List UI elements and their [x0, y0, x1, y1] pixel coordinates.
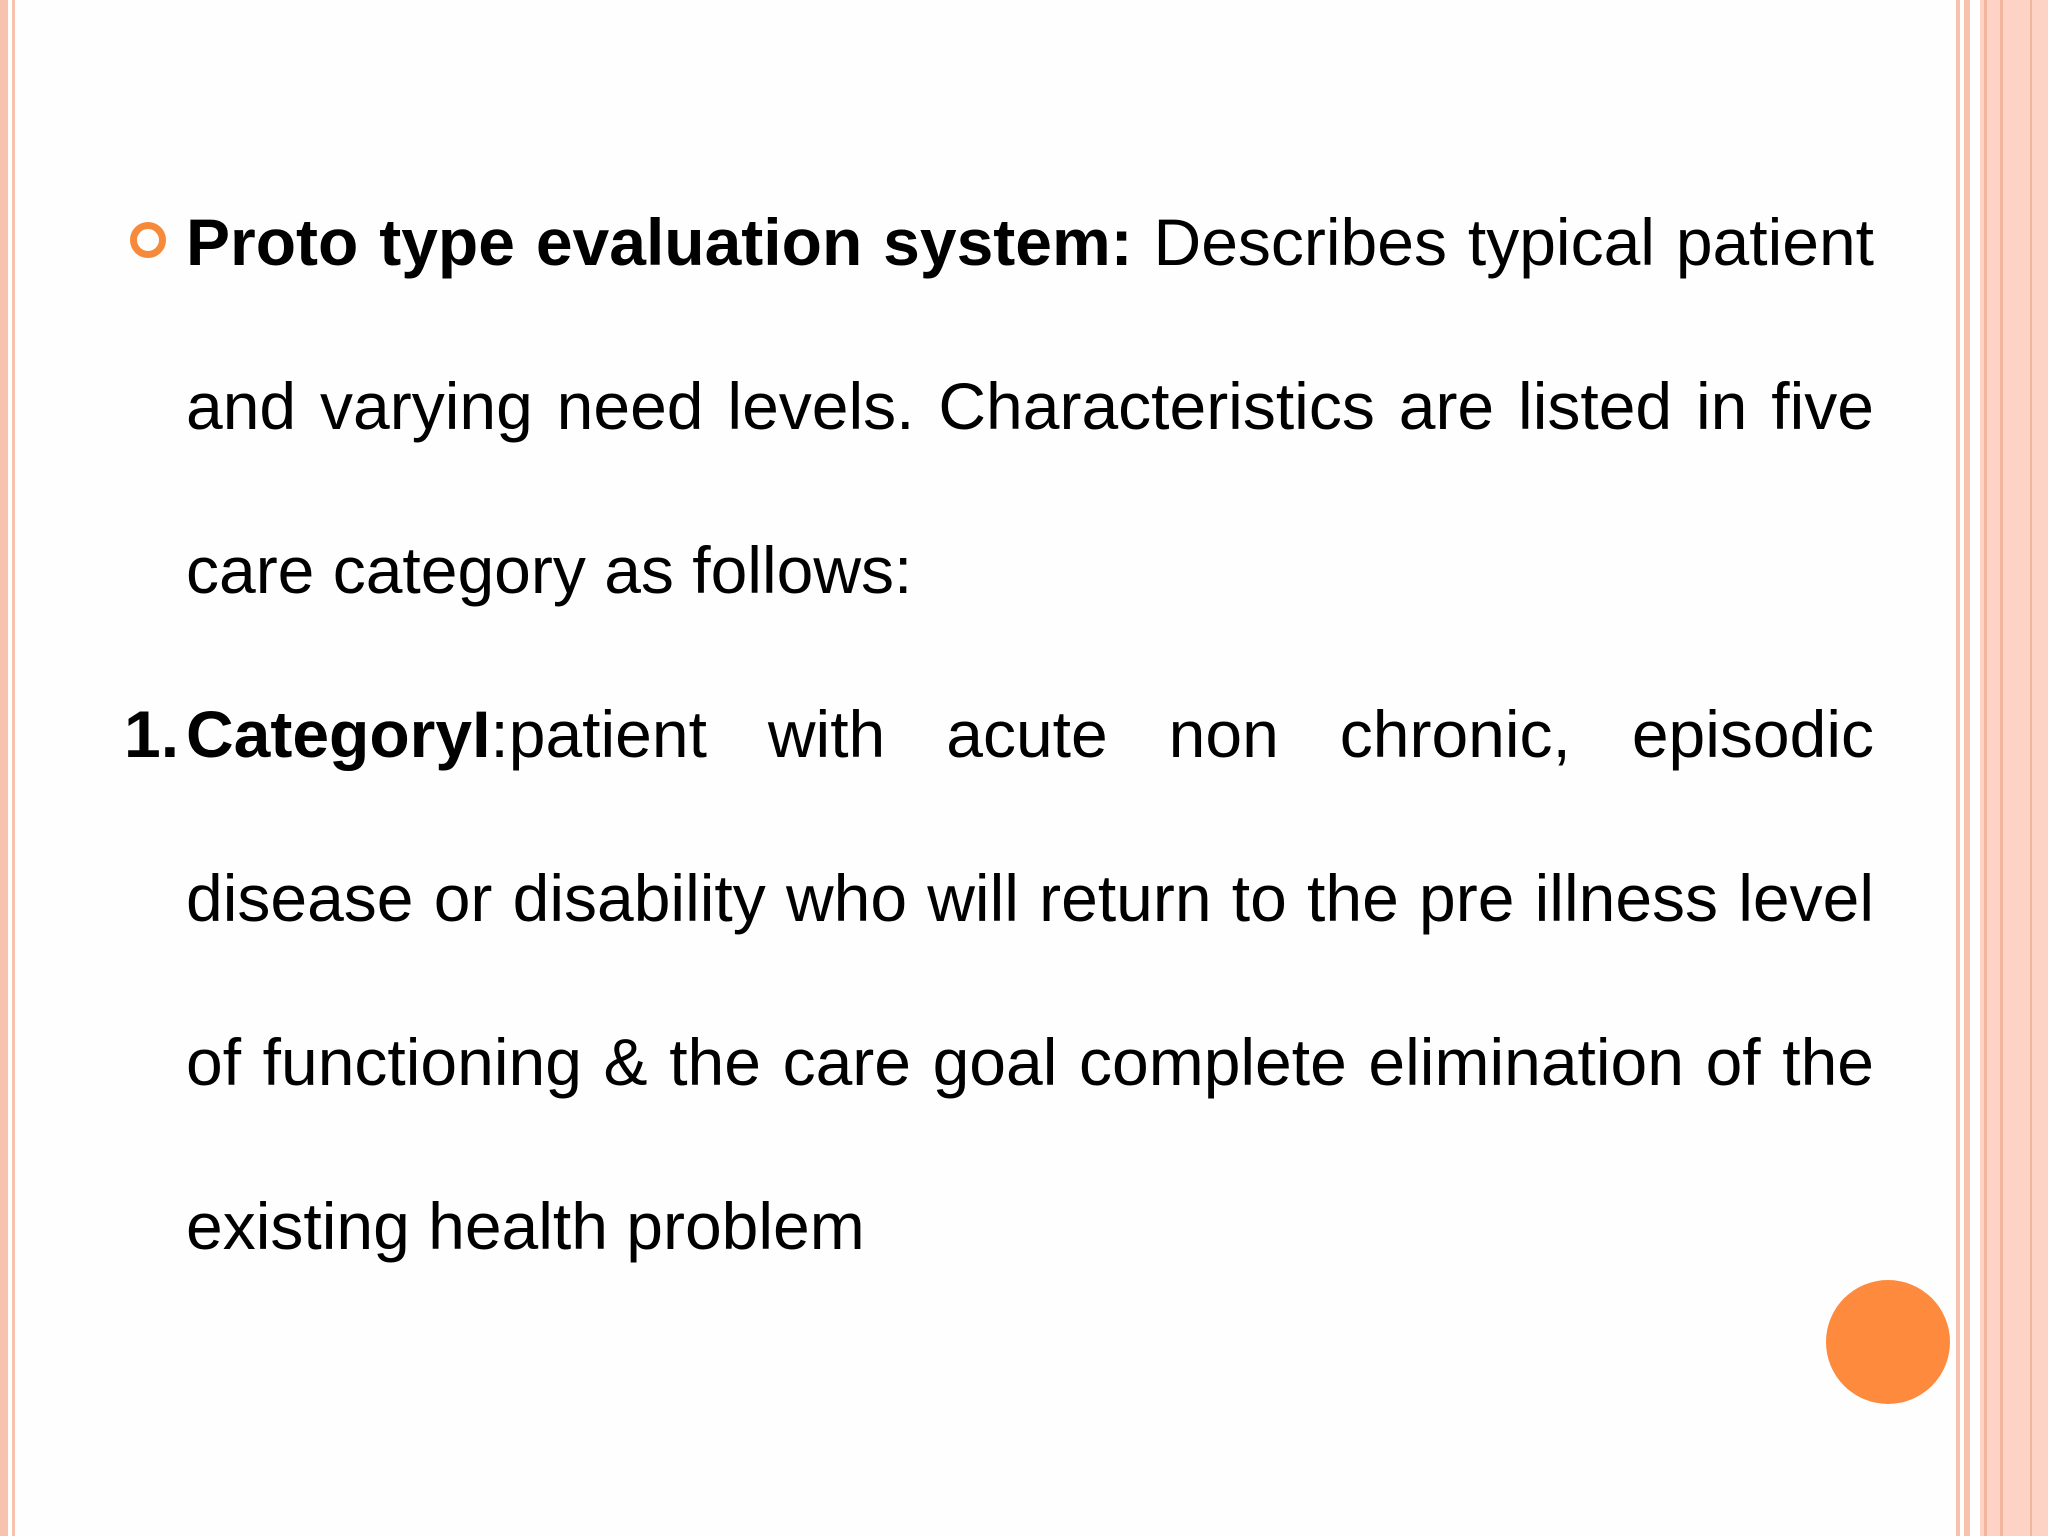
- bullet-paragraph: [124, 160, 1874, 652]
- decorative-orange-circle: [1826, 1280, 1950, 1404]
- left-border-stripe: [0, 0, 8, 1536]
- right-band-line: [2030, 0, 2032, 1536]
- right-border-line: [1964, 0, 1970, 1536]
- right-band-line: [1984, 0, 1987, 1536]
- right-border-band: [1980, 0, 2048, 1536]
- bullet-bold-lead: Proto type evaluation system:: [186, 205, 1133, 279]
- slide-body: [124, 160, 1874, 1308]
- left-border-thin-stripe: [12, 0, 15, 1536]
- numbered-paragraph: [124, 652, 1874, 1308]
- numbered-bold-lead: CategoryI: [186, 697, 491, 771]
- numbered-text: :patient with acute non chronic, episodic disease or disability who will return to the pre illness level of functioning & the care goal complete elimination of the existing health problem: [186, 697, 1874, 1263]
- circle-bullet-icon: [130, 222, 166, 258]
- list-number: 1.: [124, 697, 180, 771]
- right-border-line: [1956, 0, 1960, 1536]
- right-band-line: [2000, 0, 2003, 1536]
- bullet-text: Describes typical patient and varying need levels. Characteristics are listed in five care category as follows:: [186, 205, 1874, 607]
